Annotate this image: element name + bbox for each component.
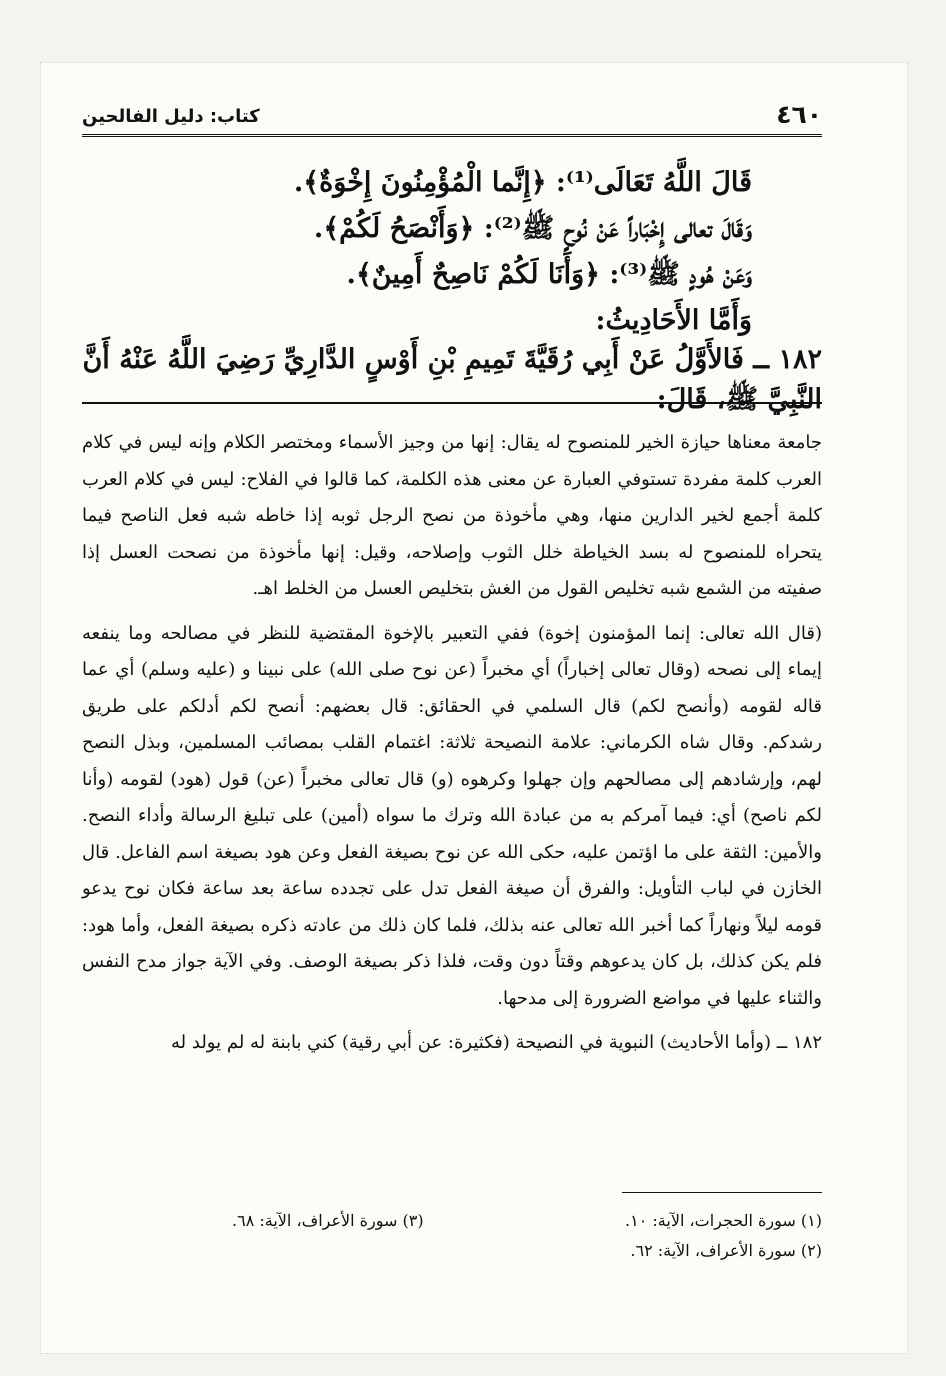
footnote-2: (٢) سورة الأعراف، الآية: ٦٢. [630,1241,822,1260]
footnotes [82,1206,822,1266]
quran-verses [82,160,822,344]
verse-line-2: وَقَالَ تعالى إِخْبَاراً عَنْ نُوحٍ ﷺ⁽²⁾: ﴿وَأَنْصَحُ لَكُمْ﴾. [313,213,752,244]
footnote-3: (٣) سورة الأعراف، الآية: ٦٨. [232,1211,424,1230]
footnote-divider [622,1192,822,1193]
verse-line-3: وَعَنْ هُودٍ ﷺ⁽³⁾: ﴿وَأَنَا لَكُمْ نَاصِحٌ أَمِينٌ﴾. [346,259,752,290]
main-text-divider [82,402,822,404]
book-title: كتاب: دليل الفالحين [82,106,260,127]
hadith-182-line: ١٨٢ ــ فَالأَوَّلُ عَنْ أَبِي رُقَيَّةَ تَمِيمِ بْنِ أَوْسٍ الدَّارِيِّ رَضِيَ اللَّهُ عَنْهُ أَنَّ النَّبِيَّ ﷺ، قَالَ: [82,344,822,415]
footnote-1: (١) سورة الحجرات، الآية: ١٠. [625,1211,822,1230]
page-number: ٤٦٠ [776,100,822,129]
verse-line-1: قَالَ اللَّهُ تَعَالَى⁽¹⁾: ﴿إِنَّما الْمُؤْمِنُونَ إِخْوَةٌ﴾. [293,167,752,198]
commentary-paragraph-1: جامعة معناها حيازة الخير للمنصوح له يقال: إنها من وجيز الأسماء ومختصر الكلام وإنه ليس في كلام العرب كلمة مفردة تستوفي العبارة عن معنى هذه الكلمة، كما قالوا في الفلاح: ليس في كلام العرب كلمة أجمع لخير الدارين منها، وهي مأخوذة من نصح الرجل ثوبه إذا خاطه شبه فعل الناصح فيما يتحراه للمنصوح له بسد الخياطة خلل الثوب وإصلاحه، وقيل: إنها مأخوذة من نصحت العسل إذا صفيته من الشمع شبه تخليص القول من الغش بتخليص العسل من الخلط اهـ. [82,432,822,599]
ahadith-heading: وَأَمَّا الأَحَادِيثُ: [595,305,752,336]
running-header [82,100,822,137]
commentary-paragraph-2: (قال الله تعالى: إنما المؤمنون إخوة) ففي التعبير بالإخوة المقتضية للنظر في مصالحه وما ينفعه إيماء إلى نصحه (وقال تعالى إخباراً) أي مخبراً (عن نوح صلى الله) على نبينا و (عليه وسلم) أي عما قاله لقومه (وأنصح لكم) قال السلمي في الحقائق: قال بعضهم: أنصح لكم أدلكم على طريق رشدكم. وقال شاه الكرماني: علامة النصيحة ثلاثة: اغتمام القلب بمصائب المسلمين، وبذل النصح لهم، وإرشادهم إلى مصالحهم وإن جهلوا وكرهوه (و) قال تعالى مخبراً (عن) قول (هود) لقومه (وأنا لكم ناصح) أي: فيما آمركم به من عبادة الله وترك ما سواه (أمين) على تبليغ الرسالة وأداء النصح. والأمين: الثقة على ما اؤتمن عليه، حكى الله عن نوح بصيغة الفعل وعن هود بصيغة اسم الفاعل. قال الخازن في لباب التأويل: والفرق أن صيغة الفعل تدل على تجدده ساعة بعد ساعة فكان نوح يدعو قومه ليلاً ونهاراً كما أخبر الله تعالى عنه بذلك، فلما كان ذلك من عادته ذكره بصيغة الفعل، وأما هود: فلم يكن كذلك، بل كان يدعوهم وقتاً دون وقت، فلذا ذكر بصيغة الوصف. وفي الآية جواز مدح النفس والثناء عليها في مواضع الضرورة إلى مدحها. [82,622,822,1009]
commentary [82,425,822,1070]
commentary-paragraph-3: ١٨٢ ــ (وأما الأحاديث) النبوية في النصيحة (فكثيرة: عن أبي رقية) كني بابنة له لم يولد له [171,1032,822,1053]
